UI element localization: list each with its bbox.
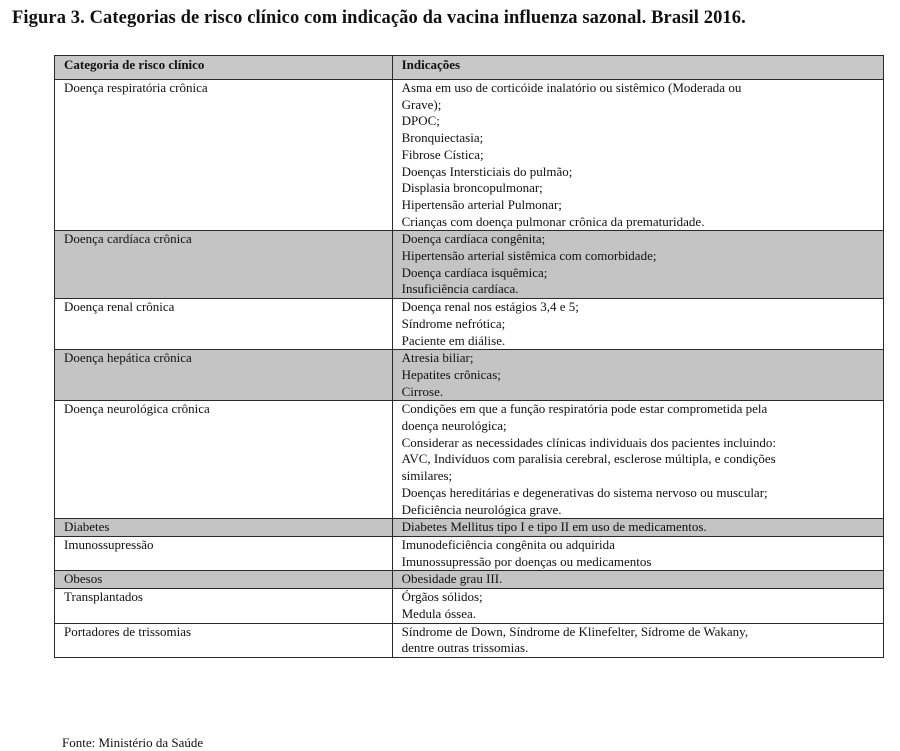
- indication-line: Asma em uso de corticóide inalatório ou sistêmico (Moderada ou: [401, 80, 742, 95]
- indication-line: Cirrose.: [401, 383, 444, 399]
- table-row: [55, 350, 884, 401]
- indication-line: DPOC;: [401, 113, 440, 129]
- indication-line: Condições em que a função respiratória pode estar comprometida pela: [401, 401, 768, 417]
- indication-line: Displasia broncopulmonar;: [401, 180, 543, 196]
- category-cell: Diabetes: [55, 519, 393, 537]
- indication-line: Bronquiectasia;: [401, 130, 484, 146]
- header-row: [55, 56, 884, 80]
- indications-cell: [392, 589, 883, 623]
- table-row: [55, 231, 884, 299]
- indication-line: Imunodeficiência congênita ou adquirida: [401, 536, 615, 552]
- table-row: [55, 401, 884, 519]
- indication-line: Considerar as necessidades clínicas individuais dos pacientes incluindo:: [401, 434, 776, 450]
- indication-line: Hepatites crônicas;: [401, 366, 501, 382]
- indication-line: Fibrose Cística;: [401, 146, 484, 162]
- indication-line: Diabetes Mellitus tipo I e tipo II em uso de medicamentos.: [401, 519, 707, 535]
- indication-line: dentre outras trissomias.: [401, 640, 529, 656]
- category-cell: Doença hepática crônica: [55, 350, 393, 401]
- indications-cell: [392, 350, 883, 401]
- indication-line: Doenças hereditárias e degenerativas do sistema nervoso ou muscular;: [401, 484, 768, 500]
- table-header: [55, 56, 884, 80]
- indications-cell: [392, 231, 883, 299]
- indications-cell: [392, 401, 883, 519]
- indication-line: Crianças com doença pulmonar crônica da prematuridade.: [401, 213, 705, 229]
- indication-line: doença neurológica;: [401, 418, 507, 434]
- category-cell: Doença neurológica crônica: [55, 401, 393, 519]
- indication-line: Insuficiência cardíaca.: [401, 281, 519, 297]
- indication-line: Doenças Intersticiais do pulmão;: [401, 163, 573, 179]
- indication-line: Imunossupressão por doenças ou medicamentos: [401, 553, 652, 569]
- indication-line: Paciente em diálise.: [401, 332, 506, 348]
- table-row: [55, 536, 884, 570]
- risk-categories-table: [54, 55, 884, 658]
- table-row: [55, 80, 884, 231]
- table-row: [55, 299, 884, 350]
- category-cell: Transplantados: [55, 589, 393, 623]
- indication-line: Obesidade grau III.: [401, 571, 503, 587]
- indications-cell: [392, 519, 883, 537]
- indications-cell: [392, 536, 883, 570]
- indication-line: Síndrome nefrótica;: [401, 315, 506, 331]
- indication-line: Doença cardíaca isquêmica;: [401, 264, 548, 280]
- category-cell: Portadores de trissomias: [55, 623, 393, 657]
- indications-cell: [392, 299, 883, 350]
- category-cell: Imunossupressão: [55, 536, 393, 570]
- table-row: [55, 519, 884, 537]
- indication-line: Doença renal nos estágios 3,4 e 5;: [401, 299, 579, 315]
- indication-line: Deficiência neurológica grave.: [401, 501, 562, 517]
- indication-line: Hipertensão arterial sistêmica com comorbidade;: [401, 248, 657, 264]
- header-category: Categoria de risco clínico: [55, 56, 393, 80]
- indication-line: Atresia biliar;: [401, 350, 474, 366]
- indication-line: Medula óssea.: [401, 605, 476, 621]
- indications-cell: [392, 571, 883, 589]
- indications-cell: [392, 80, 883, 231]
- category-cell: Doença respiratória crônica: [55, 80, 393, 231]
- indication-line: Síndrome de Down, Síndrome de Klinefelter, Sídrome de Wakany,: [401, 623, 749, 639]
- category-cell: Obesos: [55, 571, 393, 589]
- table-body: [55, 80, 884, 658]
- header-indications: Indicações: [392, 56, 883, 80]
- indication-line: similares;: [401, 468, 453, 484]
- indications-cell: [392, 623, 883, 657]
- source-note: Fonte: Ministério da Saúde: [62, 735, 204, 750]
- indication-line: Órgãos sólidos;: [401, 589, 483, 605]
- category-cell: Doença cardíaca crônica: [55, 231, 393, 299]
- category-cell: Doença renal crônica: [55, 299, 393, 350]
- table-row: [55, 623, 884, 657]
- indication-line: Doença cardíaca congênita;: [401, 231, 546, 247]
- table-row: [55, 571, 884, 589]
- indication-line: Hipertensão arterial Pulmonar;: [401, 196, 562, 212]
- indication-line: Grave);: [401, 96, 442, 112]
- indication-line: AVC, Indivíduos com paralisia cerebral, esclerose múltipla, e condições: [401, 451, 776, 467]
- figure-title: Figura 3. Categorias de risco clínico com indicação da vacina influenza sazonal. Brasil 2016.: [12, 8, 746, 28]
- table-row: [55, 589, 884, 623]
